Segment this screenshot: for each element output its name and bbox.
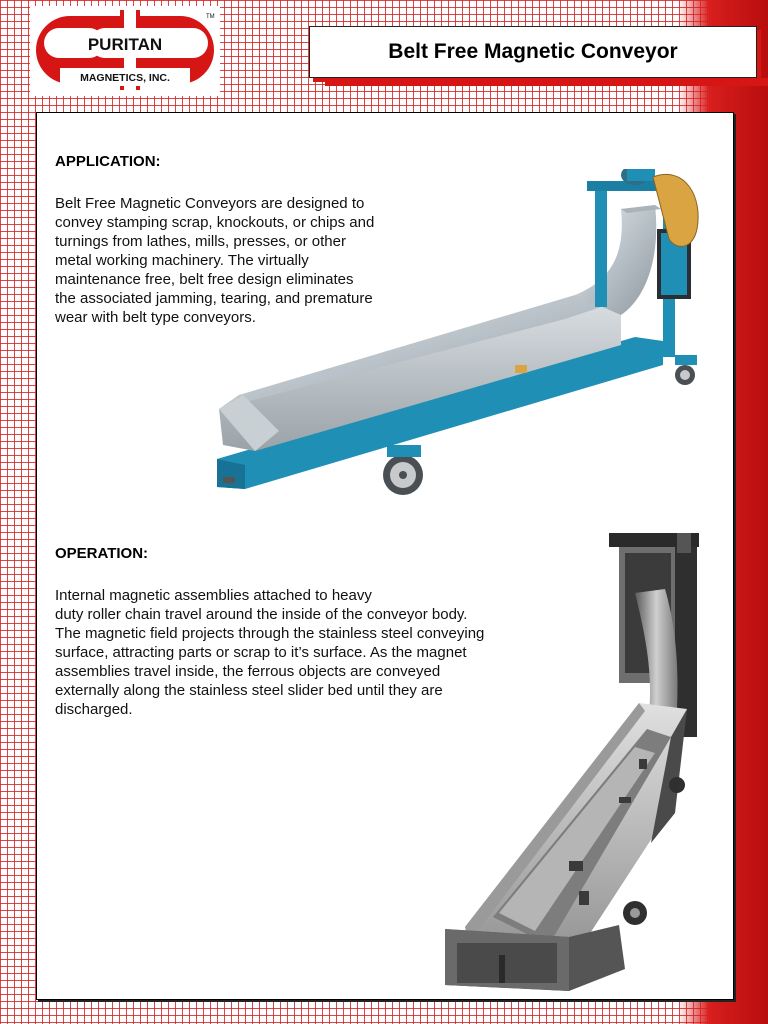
application-body: Belt Free Magnetic Conveyors are designed to convey stamping scrap, knockouts, or chips and turnings from lathes, mills, presses, or other metal working machinery. The virtually maintenance free, belt free design eliminates the associated jamming, tearing, and premature wear with belt type conveyors.: [55, 195, 375, 326]
logo-brand-text: PURITAN: [87, 35, 163, 54]
page-title: Belt Free Magnetic Conveyor: [388, 40, 678, 63]
blue-conveyor-photo: [215, 169, 715, 519]
logo-trademark: TM: [206, 14, 215, 20]
operation-heading: OPERATION:: [55, 545, 149, 562]
application-heading: APPLICATION:: [55, 153, 161, 170]
stainless-conveyor-photo: [439, 533, 729, 993]
operation-body: Internal magnetic assemblies attached to heavy duty roller chain travel around the inside of the conveyor body. The magnetic field projects through the stainless steel conveying surface, attracting parts or scrap to it’s surface. As the magnet assemblies travel inside, the ferrous objects are conveyed externally along the stainless steel slider bed until they are discharged.: [55, 587, 485, 718]
puritan-logo-graphic: [30, 6, 220, 96]
content-panel: [36, 112, 734, 1000]
title-accent-bar: [325, 78, 768, 86]
title-box: [309, 26, 757, 78]
company-logo: [30, 6, 220, 96]
logo-company-text: MAGNETICS, INC.: [80, 72, 170, 84]
